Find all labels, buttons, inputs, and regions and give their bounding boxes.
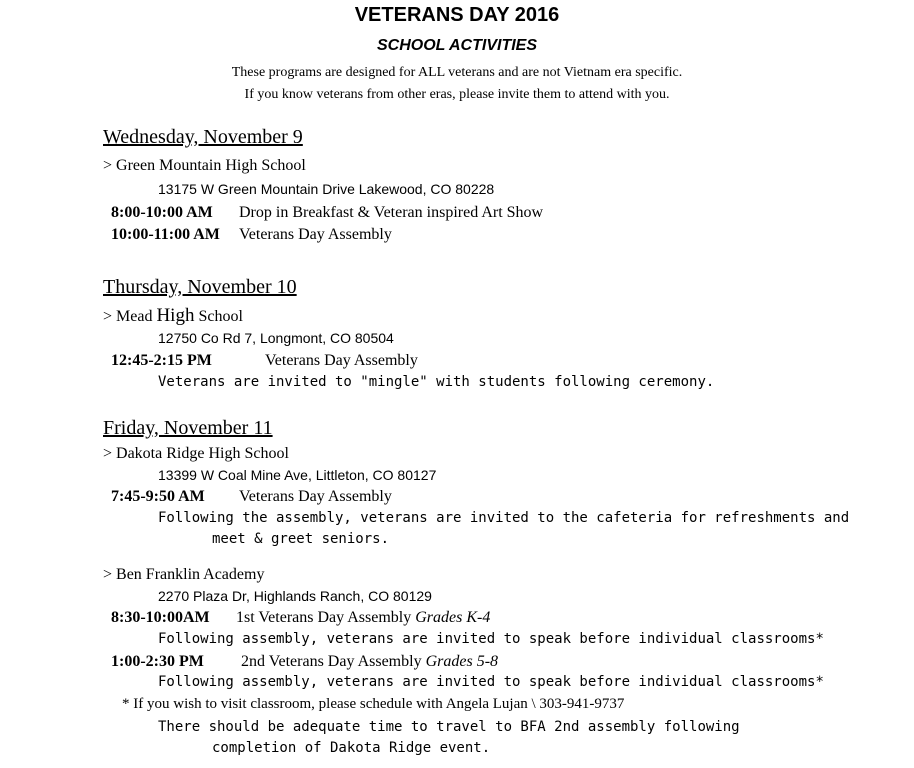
travel-note-continued: completion of Dakota Ridge event. [212,740,491,756]
school-name-emphasis: High [156,305,195,326]
event-time: 1:00-2:30 PM [111,653,204,670]
intro-line-1: These programs are designed for ALL veterans and are not Vietnam era specific. [231,65,683,80]
school-name-mead [103,305,243,327]
event-note: Following the assembly, veterans are invited to the cafeteria for refreshments and [158,510,850,526]
event-note: Following assembly, veterans are invited to speak before individual classrooms* [158,631,824,647]
event-note-continued: meet & greet seniors. [212,531,390,547]
school-name-dakota-ridge: > Dakota Ridge High School [103,445,289,462]
school-name-prefix: > Mead [103,308,157,325]
event-grades: Grades 5-8 [425,653,499,670]
event-time: 7:45-9:50 AM [111,488,205,505]
event-time: 12:45-2:15 PM [111,352,212,369]
event-time: 8:00-10:00 AM [111,204,213,221]
intro-line-2: If you know veterans from other eras, please invite them to attend with you. [244,87,670,102]
page-title: VETERANS DAY 2016 [354,4,560,26]
school-address-dakota-ridge: 13399 W Coal Mine Ave, Littleton, CO 80127 [158,467,437,483]
event-description: Veterans Day Assembly [239,226,392,243]
page-subtitle: SCHOOL ACTIVITIES [376,37,537,54]
event-note: Veterans are invited to "mingle" with students following ceremony. [158,374,715,390]
school-address-mead: 12750 Co Rd 7, Longmont, CO 80504 [158,330,394,346]
event-time: 10:00-11:00 AM [111,226,220,243]
event-description [241,653,498,671]
event-description: Veterans Day Assembly [239,488,392,505]
travel-note: There should be adequate time to travel to BFA 2nd assembly following [158,719,740,735]
footnote: * If you wish to visit classroom, please schedule with Angela Lujan \ 303-941-9737 [122,696,625,712]
event-description-text: 2nd Veterans Day Assembly [241,653,426,670]
event-grades: Grades K-4 [415,609,491,626]
day-heading-friday: Friday, November 11 [103,417,273,439]
event-note: Following assembly, veterans are invited to speak before individual classrooms* [158,674,824,690]
event-description: Veterans Day Assembly [265,352,418,369]
event-description [236,609,490,627]
day-heading-wednesday: Wednesday, November 9 [103,126,303,148]
school-name-ben-franklin: > Ben Franklin Academy [103,566,265,583]
school-name-suffix: School [194,308,243,325]
school-address-green-mountain: 13175 W Green Mountain Drive Lakewood, CO 80228 [158,181,495,197]
day-heading-thursday: Thursday, November 10 [103,276,297,298]
school-name-green-mountain: > Green Mountain High School [103,157,306,174]
school-address-ben-franklin: 2270 Plaza Dr, Highlands Ranch, CO 80129 [158,588,432,604]
event-time: 8:30-10:00AM [111,609,210,626]
event-description: Drop in Breakfast & Veteran inspired Art Show [239,204,544,221]
event-description-text: 1st Veterans Day Assembly [236,609,416,626]
